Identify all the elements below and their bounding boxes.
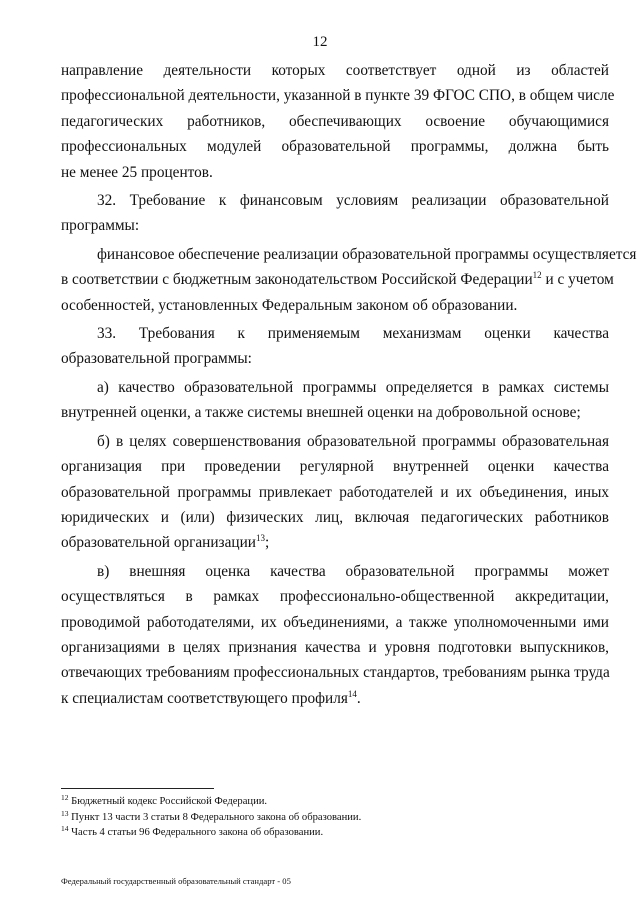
text-line-with-footnote-ref	[61, 686, 609, 711]
footnote-text: Пункт 13 части 3 статьи 8 Федерального закона об образовании.	[71, 811, 362, 823]
text-line: проводимой работодателями, их объединениями, а также уполномоченными ими	[61, 613, 609, 631]
footnotes	[61, 794, 609, 841]
footnote-13	[61, 810, 609, 826]
footnote-divider	[61, 788, 214, 789]
footnote-number: 12	[61, 793, 69, 802]
text-fragment: к специалистам соответствующего профиля	[61, 689, 348, 707]
text-line: профессиональной деятельности, указанной в пункте 39 ФГОС СПО, в общем числе	[61, 87, 615, 105]
footnote-ref-14: 14	[347, 688, 357, 699]
page-number: 12	[312, 34, 328, 50]
text-fragment: .	[356, 689, 361, 707]
footnote-text: Бюджетный кодекс Российской Федерации.	[71, 796, 268, 807]
text-line: внутренней оценки, а также системы внешней оценки на добровольной основе;	[61, 404, 581, 422]
text-fragment: и с учетом	[545, 271, 614, 289]
text-line: юридических и (или) физических лиц, включая педагогических работников	[61, 508, 609, 526]
text-line: финансовое обеспечение реализации образовательной программы осуществляется	[97, 245, 637, 263]
text-line: направление деятельности которых соответствует одной из областей	[61, 62, 609, 79]
text-line: образовательной программы привлекает работодателей и их объединения, иных	[61, 483, 609, 501]
footnote-text: Часть 4 статьи 96 Федерального закона об образовании.	[71, 827, 324, 838]
text-fragment: образовательной организации	[61, 534, 256, 552]
text-line: профессиональных модулей образовательной программы, должна быть	[61, 138, 609, 156]
item-v: в) внешняя оценка качества образовательной программы может	[97, 562, 609, 580]
document-body	[61, 58, 637, 711]
text-line: особенностей, установленных Федеральным законом об образовании.	[61, 296, 518, 314]
text-fragment: в соответствии с бюджетным законодательством Российской Федерации	[61, 271, 533, 289]
footnote-number: 14	[61, 824, 69, 833]
text-line: не менее 25 процентов.	[61, 163, 213, 181]
footnote-ref-13: 13	[255, 533, 265, 544]
text-line-with-footnote-ref	[61, 267, 614, 292]
text-line: организациями в целях признания качества и уровня подготовки выпускников,	[61, 638, 609, 656]
footnote-ref-12: 12	[532, 270, 542, 281]
footnote-14	[61, 825, 609, 841]
text-line-with-footnote-ref	[61, 530, 609, 555]
page-footer: Федеральный государственный образовательный стандарт - 05	[61, 876, 291, 886]
text-line: организация при проведении регулярной внутренней оценки качества	[61, 458, 609, 476]
text-line: образовательной программы:	[61, 350, 252, 368]
text-line: отвечающих требованиям профессиональных стандартов, требованиям рынка труда	[61, 664, 610, 682]
section-33-heading: 33. Требования к применяемым механизмам оценки качества	[97, 325, 609, 343]
item-b: б) в целях совершенствования образовательной программы образовательная	[97, 432, 609, 450]
footnote-number: 13	[61, 808, 69, 818]
item-a: а) качество образовательной программы определяется в рамках системы	[97, 378, 609, 396]
text-line: программы:	[61, 217, 140, 235]
section-32-heading: 32. Требование к финансовым условиям реализации образовательной	[97, 192, 609, 210]
text-fragment: ;	[264, 534, 270, 552]
text-line: осуществляться в рамках профессионально-общественной аккредитации,	[61, 588, 609, 606]
text-line: педагогических работников, обеспечивающих освоение обучающимися	[61, 112, 609, 130]
footnote-12	[61, 794, 609, 810]
